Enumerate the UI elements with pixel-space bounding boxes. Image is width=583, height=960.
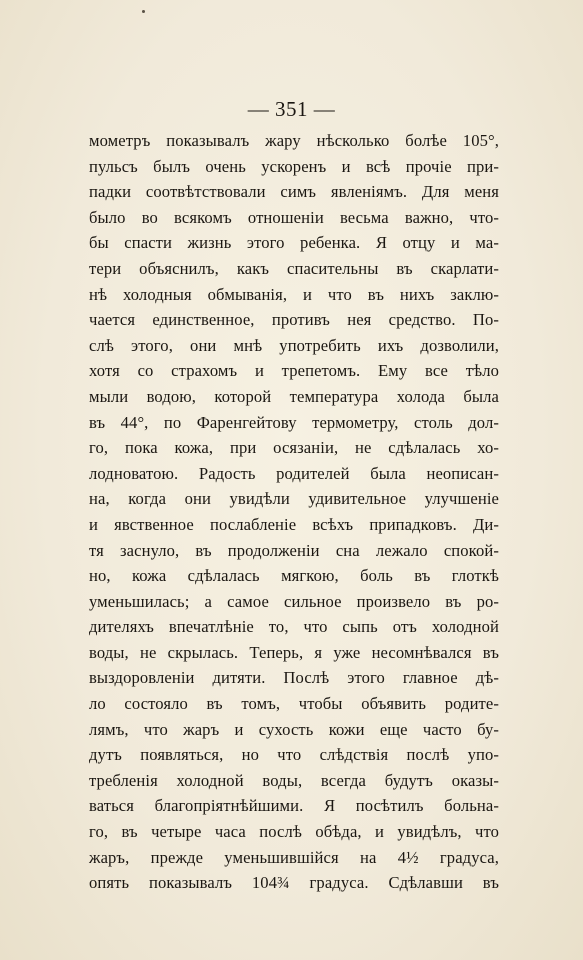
text-line: чается единственное, противъ нея средство. По- bbox=[89, 310, 499, 330]
text-line: пульсъ былъ очень ускоренъ и всѣ прочіе при- bbox=[89, 156, 499, 176]
text-line: уменьшилась; а самое сильное произвело въ ро- bbox=[89, 591, 499, 611]
text-line: жаръ, прежде уменьшившійся на 4½ градуса, bbox=[89, 847, 499, 867]
page-number: — 351 — bbox=[247, 97, 336, 121]
text-line: и явственное послабленіе всѣхъ припадковъ. Ди- bbox=[89, 514, 499, 534]
text-line: го, пока кожа, при осязаніи, не сдѣлалась хо- bbox=[89, 438, 499, 458]
text-line: го, въ четыре часа послѣ обѣда, и увидѣлъ, что bbox=[89, 822, 499, 842]
text-line: воды, не скрылась. Теперь, я уже несомнѣвался въ bbox=[89, 642, 499, 662]
text-line: тери объяснилъ, какъ спасительны въ скарлати- bbox=[89, 258, 499, 278]
text-line: мометръ показывалъ жару нѣсколько болѣе 105°, bbox=[89, 131, 499, 150]
body-text bbox=[89, 128, 499, 896]
text-line: на, когда они увидѣли удивительное улучшеніе bbox=[89, 489, 499, 509]
text-line: ло состояло въ томъ, чтобы объявить родите- bbox=[89, 694, 499, 714]
text-line: тя заснуло, въ продолженіи сна лежало спокой- bbox=[89, 540, 499, 560]
text-line: мыли водою, которой температура холода была bbox=[89, 386, 499, 406]
text-line: опять показывалъ 104¾ градуса. Сдѣлавши въ bbox=[89, 873, 499, 893]
text-line: требленія холодной воды, всегда будутъ оказы- bbox=[89, 770, 499, 790]
text-line: слѣ этого, они мнѣ употребить ихъ дозволили, bbox=[89, 335, 499, 355]
text-line: выздоровленіи дитяти. Послѣ этого главное дѣ- bbox=[89, 668, 499, 688]
text-line: лодноватою. Радость родителей была неописан- bbox=[89, 463, 499, 483]
text-line: бы спасти жизнь этого ребенка. Я отцу и ма- bbox=[89, 233, 499, 253]
text-line: въ 44°, по Фаренгейтову термометру, столь дол- bbox=[89, 412, 499, 432]
text-line: дутъ появляться, но что слѣдствія послѣ упо- bbox=[89, 745, 499, 765]
text-line: лямъ, что жаръ и сухость кожи еще часто бу- bbox=[89, 719, 499, 739]
text-line: дителяхъ впечатлѣніе то, что сыпь отъ холодной bbox=[89, 617, 499, 637]
text-line: падки соотвѣтствовали симъ явленіямъ. Для меня bbox=[89, 182, 499, 202]
text-line: ваться благопріятнѣйшими. Я посѣтилъ больна- bbox=[89, 796, 499, 816]
text-line: было во всякомъ отношеніи весьма важно, что- bbox=[89, 207, 499, 227]
text-line: нѣ холодныя обмыванія, и что въ нихъ заклю- bbox=[89, 284, 499, 304]
text-line: но, кожа сдѣлалась мягкою, боль въ глоткѣ bbox=[89, 566, 499, 586]
ink-speck bbox=[142, 10, 145, 13]
text-line: хотя со страхомъ и трепетомъ. Ему все тѣло bbox=[89, 361, 499, 381]
